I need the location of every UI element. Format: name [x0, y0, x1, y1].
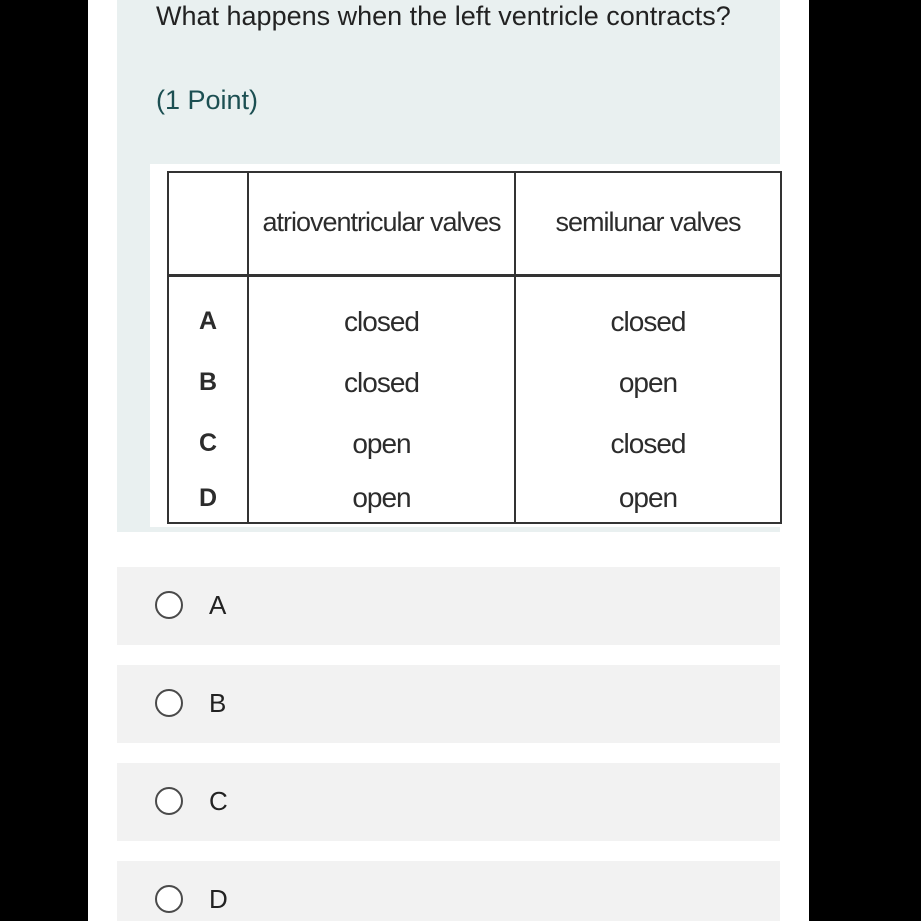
radio-button-icon[interactable] — [155, 689, 183, 717]
semilunar-valve-state: closed — [515, 413, 781, 474]
semilunar-valve-state: open — [515, 352, 781, 413]
av-valve-state: closed — [248, 352, 515, 413]
radio-button-icon[interactable] — [155, 885, 183, 913]
question-points: (1 Point) — [156, 85, 259, 115]
av-valve-state: open — [248, 413, 515, 474]
row-letter: D — [168, 474, 248, 523]
table-header-row — [168, 172, 781, 276]
option-label: A — [209, 590, 227, 620]
option-d[interactable] — [117, 861, 780, 921]
option-c[interactable] — [117, 763, 780, 841]
row-letter: A — [168, 276, 248, 353]
radio-button-icon[interactable] — [155, 787, 183, 815]
form-page — [88, 0, 809, 921]
table-header-atrioventricular: atrioventricular valves — [248, 172, 515, 276]
table-header-blank — [168, 172, 248, 276]
option-label: C — [209, 786, 228, 816]
table-header-semilunar: semilunar valves — [515, 172, 781, 276]
radio-button-icon[interactable] — [155, 591, 183, 619]
table-row — [168, 352, 781, 413]
table-row — [168, 413, 781, 474]
option-a[interactable] — [117, 567, 780, 645]
valve-table — [167, 171, 782, 524]
table-row — [168, 474, 781, 523]
semilunar-valve-state: closed — [515, 276, 781, 353]
table-row — [168, 276, 781, 353]
question-table-image — [150, 164, 780, 527]
option-label: D — [209, 884, 228, 914]
question-card — [117, 0, 780, 532]
option-label: B — [209, 688, 227, 718]
question-text: What happens when the left ventricle contracts? — [156, 1, 731, 31]
option-b[interactable] — [117, 665, 780, 743]
av-valve-state: closed — [248, 276, 515, 353]
row-letter: B — [168, 352, 248, 413]
av-valve-state: open — [248, 474, 515, 523]
row-letter: C — [168, 413, 248, 474]
semilunar-valve-state: open — [515, 474, 781, 523]
